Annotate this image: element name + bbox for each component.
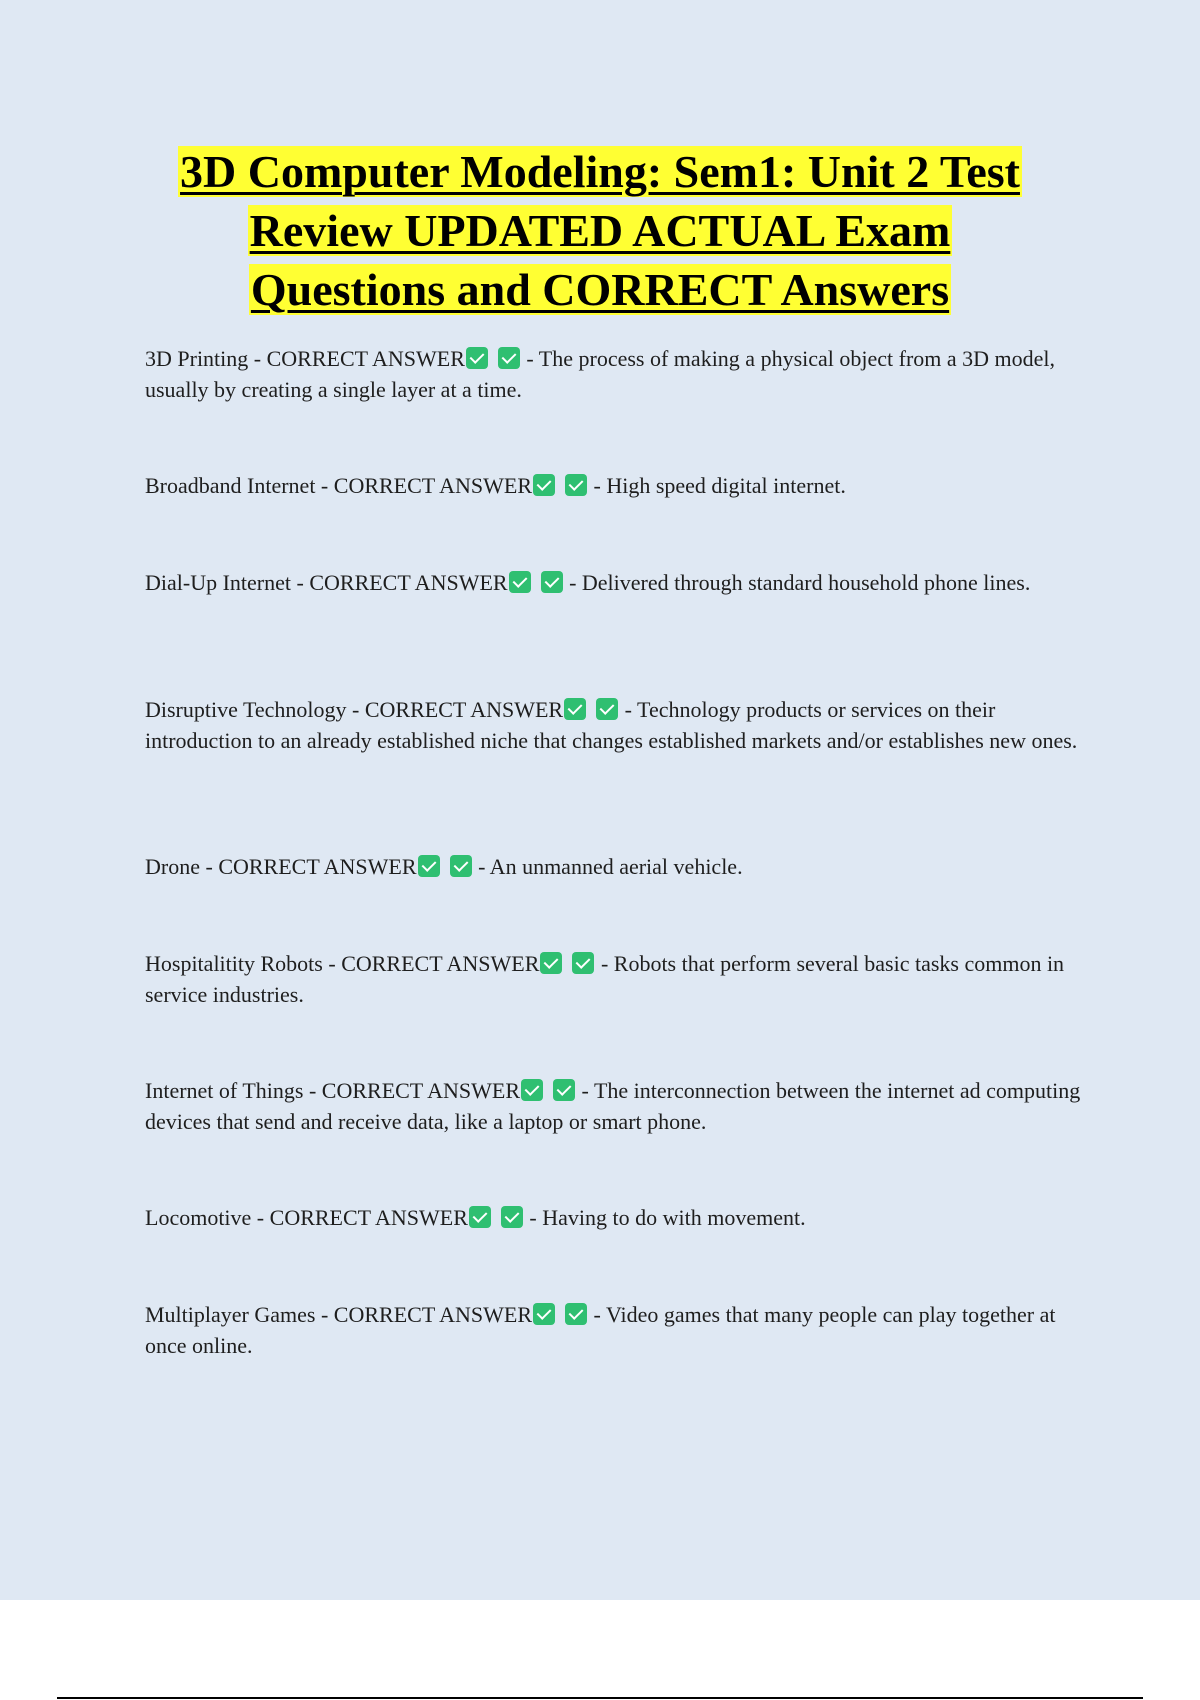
answer-marker: CORRECT ANSWER [333, 473, 533, 498]
entry-term: 3D Printing - [145, 346, 267, 371]
green-checkbox-icon [565, 1303, 587, 1325]
entry-term: Disruptive Technology - [145, 697, 365, 722]
question-entry [145, 344, 1095, 405]
entry-definition: - Video games that many people can play together at once online. [145, 1302, 1056, 1358]
entry-definition: - An unmanned aerial vehicle. [478, 854, 743, 879]
green-checkbox-icon [565, 474, 587, 496]
green-checkbox-icon [564, 698, 586, 720]
entry-term: Dial-Up Internet - [145, 570, 310, 595]
question-entry [145, 852, 1095, 883]
question-entry [145, 949, 1095, 1010]
green-checkbox-icon [501, 1206, 523, 1228]
document-title [120, 142, 1080, 319]
green-checkbox-icon [540, 952, 562, 974]
green-checkbox-icon [498, 347, 520, 369]
entry-definition: - Technology products or services on their introduction to an already established niche that changes established markets and/or establishes new ones. [145, 697, 1078, 753]
question-entry [145, 568, 1095, 599]
green-checkbox-icon [533, 474, 555, 496]
question-entry [145, 1076, 1095, 1137]
entry-term: Multiplayer Games - [145, 1302, 334, 1327]
question-entry [145, 1203, 1095, 1234]
green-checkbox-icon [466, 347, 488, 369]
green-checkbox-icon [509, 571, 531, 593]
entry-definition: - Having to do with movement. [529, 1205, 806, 1230]
green-checkbox-icon [450, 855, 472, 877]
entry-term: Drone - [145, 854, 219, 879]
title-line-3: Questions and CORRECT Answers [250, 264, 950, 315]
entry-definition: - The interconnection between the internet ad computing devices that send and receive data, like a laptop or smart phone. [145, 1078, 1081, 1134]
answer-marker: CORRECT ANSWER [364, 697, 564, 722]
green-checkbox-icon [596, 698, 618, 720]
entry-term: Locomotive - [145, 1205, 270, 1230]
green-checkbox-icon [418, 855, 440, 877]
entry-term: Broadband Internet - [145, 473, 334, 498]
entry-definition: - The process of making a physical object from a 3D model, usually by creating a single layer at a time. [145, 346, 1056, 402]
green-checkbox-icon [541, 571, 563, 593]
answer-marker: CORRECT ANSWER [341, 951, 540, 976]
green-checkbox-icon [533, 1303, 555, 1325]
entry-definition: - Delivered through standard household phone lines. [569, 570, 1031, 595]
title-line-1: 3D Computer Modeling: Sem1: Unit 2 Test [180, 146, 1020, 197]
question-entry [145, 471, 1095, 502]
green-checkbox-icon [553, 1079, 575, 1101]
answer-marker: CORRECT ANSWER [333, 1302, 533, 1327]
answer-marker: CORRECT ANSWER [218, 854, 417, 879]
title-line-2: Review UPDATED ACTUAL Exam [249, 205, 951, 256]
question-entry [145, 1300, 1095, 1361]
green-checkbox-icon [469, 1206, 491, 1228]
question-entry [145, 695, 1095, 756]
answer-marker: CORRECT ANSWER [321, 1078, 521, 1103]
entry-term: Internet of Things - [145, 1078, 322, 1103]
footer-divider [57, 1697, 1143, 1699]
answer-marker: CORRECT ANSWER [266, 346, 465, 371]
entry-term: Hospitalitity Robots - [145, 951, 342, 976]
green-checkbox-icon [572, 952, 594, 974]
answer-marker: CORRECT ANSWER [309, 570, 508, 595]
answer-marker: CORRECT ANSWER [269, 1205, 468, 1230]
green-checkbox-icon [521, 1079, 543, 1101]
entry-definition: - High speed digital internet. [593, 473, 846, 498]
entry-definition: - Robots that perform several basic tasks common in service industries. [145, 951, 1065, 1007]
